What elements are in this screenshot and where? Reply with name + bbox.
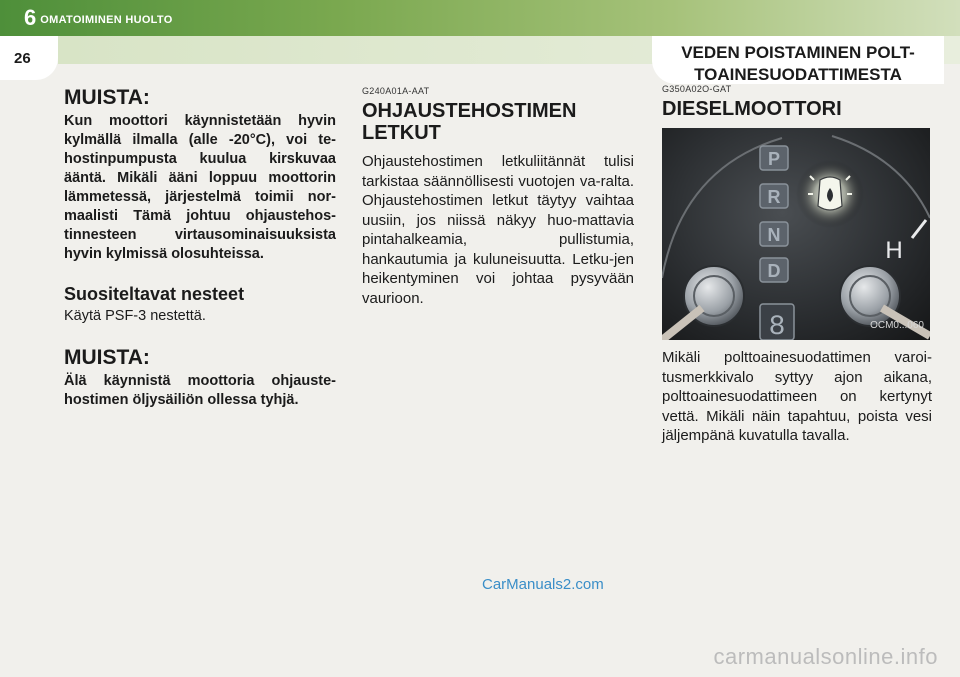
gear-indicator-d bbox=[760, 258, 788, 282]
left-gauge-knob bbox=[662, 266, 744, 340]
note2-text: Älä käynnistä moottoria ohjauste-hostimen öljysäiliön ollessa tyhjä. bbox=[64, 373, 336, 408]
gear-display-digit: 8 bbox=[768, 312, 786, 340]
chapter-title: OMATOIMINEN HUOLTO bbox=[40, 14, 173, 26]
section-code: G350A02O-GAT bbox=[662, 84, 732, 94]
note1-text: Kun moottori käynnistetään hyvin kylmällä ilmalla (alle -20°C), voi te-hostinpumpusta kuulua kirskuvaa ääntä. Mikäli ääni loppuu moottorin lämmetessä, järjestelmä toimii nor-maalisti Tämä johtuu ohjaustehos-tinnesteen virtausominaisuuksista hyvin kylmissä olosuhteissa. bbox=[64, 113, 336, 262]
section-text: Ohjaustehostimen letkuliitännät tulisi tarkistaa säännöllisesti vuotojen va-ralta. Ohjaustehostimen letkut täytyy vaihtaa uusiin, jos niissä näkyy huo-mattavia pintahalkeamia, pullistumia, hankautumia ja kuluneisuutta. Letku-jen heikentyminen voi johtaa pysyvään vaurioon. bbox=[362, 153, 634, 307]
fluid-text: Käytä PSF-3 nestettä. bbox=[64, 308, 206, 324]
dashboard-photo bbox=[662, 128, 930, 340]
gear-label-p: P bbox=[767, 149, 781, 169]
gear-digital-display bbox=[760, 304, 794, 340]
chapter-header bbox=[24, 6, 173, 30]
middle-column bbox=[362, 86, 634, 308]
fluid-title: Suositeltavat nesteet bbox=[64, 284, 245, 304]
left-column bbox=[64, 86, 336, 410]
dashboard-illustration bbox=[662, 128, 930, 340]
section-heading-line2: TOAINESUODATTIMESTA bbox=[694, 65, 902, 84]
gear-label-n: N bbox=[767, 225, 781, 245]
section-title: OHJAUSTEHOSTIMEN LETKUT bbox=[362, 100, 577, 144]
note1-title: MUISTA: bbox=[64, 86, 150, 109]
note2-title: MUISTA: bbox=[64, 346, 150, 369]
gear-indicator-n bbox=[760, 222, 788, 246]
warning-text: Mikäli polttoainesuodattimen varoi-tusmerkkivalo syttyy ajon aikana, polttoainesuodattimeen on kertynyt vettä. Mikäli näin tapahtuu, poista vesi jäljempänä kuvatulla tavalla. bbox=[662, 349, 932, 444]
chapter-number: 6 bbox=[24, 5, 37, 30]
gauge-letter-h: H bbox=[885, 237, 903, 264]
site-watermark: carmanualsonline.info bbox=[713, 644, 938, 669]
gear-indicator-r bbox=[760, 184, 788, 208]
section-heading bbox=[664, 42, 932, 86]
section-title: DIESELMOOTTORI bbox=[662, 98, 842, 120]
right-column bbox=[662, 84, 932, 446]
gear-label-d: D bbox=[767, 261, 781, 281]
page-number: 26 bbox=[14, 50, 31, 67]
watermark-link[interactable]: CarManuals2.com bbox=[482, 576, 604, 593]
section-code: G240A01A-AAT bbox=[362, 86, 430, 96]
gear-label-r: R bbox=[767, 187, 781, 207]
photo-code: OCM0...060 bbox=[870, 320, 924, 331]
gauge-needle-mark bbox=[912, 220, 926, 238]
section-heading-line1: VEDEN POISTAMINEN POLT- bbox=[681, 43, 915, 62]
gear-indicator-p bbox=[760, 146, 788, 170]
